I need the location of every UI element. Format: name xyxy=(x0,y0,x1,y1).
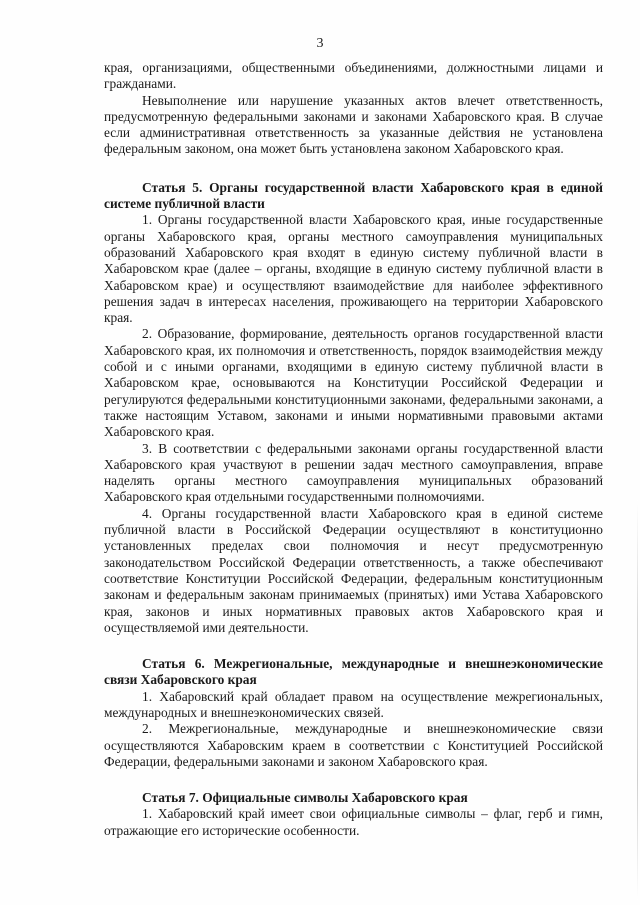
intro-continuation: края, организациями, общественными объединениями, должностными лицами и гражданами. xyxy=(104,60,603,92)
section-spacer xyxy=(104,636,603,656)
article-5-paragraph-1: 1. Органы государственной власти Хабаровского края, иные государственные органы Хабаровского края, органы местного самоуправления муниципальных образований Хабаровского края входят в единую систему публичной власти в Хабаровском крае (далее – органы, входящие в единую систему публичной власти в Хабаровском крае) и осуществляют взаимодействие для наиболее эффективного решения задач в интересах населения, проживающего на территории Хабаровского края. xyxy=(104,212,603,326)
article-6-paragraph-1: 1. Хабаровский край обладает правом на осуществление межрегиональных, международных и внешнеэкономических связей. xyxy=(104,688,603,720)
article-5-paragraph-3: 3. В соответствии с федеральными законами органы государственной власти Хабаровского края участвуют в решении задач местного самоуправления, вправе наделять органы местного самоуправления муниципальных образований Хабаровского края отдельными государственными полномочиями. xyxy=(104,440,603,505)
article-6-heading: Статья 6. Межрегиональные, международные и внешнеэкономические связи Хабаровского края xyxy=(104,656,603,688)
article-5-paragraph-2: 2. Образование, формирование, деятельность органов государственной власти Хабаровского края, их полномочия и ответственность, порядок взаимодействия между собой и с иными органами, входящими в единую систему публичной власти в Хабаровском крае, основываются на Конституции Российской Федерации и регулируются федеральными конституционными законами, федеральными законами, а также настоящим Уставом, законами и иными нормативными правовыми актами Хабаровского края. xyxy=(104,326,603,440)
document-body xyxy=(104,60,603,839)
article-5-paragraph-4: 4. Органы государственной власти Хабаровского края в единой системе публичной власти в Российской Федерации осуществляют в конституционно установленных пределах свои полномочия и несут предусмотренную законодательством Российской Федерации ответственность, а также обеспечивают соответствие Конституции Российской Федерации, федеральным конституционным законам и федеральным законам принимаемых (принятых) ими Устава Хабаровского края, законов и иных нормативных правовых актов Хабаровского края и осуществляемой ими деятельности. xyxy=(104,505,603,635)
article-6-paragraph-2: 2. Межрегиональные, международные и внешнеэкономические связи осуществляются Хабаровским краем в соответствии с Конституцией Российской Федерации, федеральными законами и законом Хабаровского края. xyxy=(104,721,603,769)
scan-edge-shadow xyxy=(637,500,638,900)
section-spacer xyxy=(104,770,603,790)
article-7-heading: Статья 7. Официальные символы Хабаровского края xyxy=(142,790,468,806)
page-number: 3 xyxy=(316,36,324,51)
intro-paragraph: Невыполнение или нарушение указанных актов влечет ответственность, предусмотренную федеральными законами и законами Хабаровского края. В случае если административная ответственность за указанные действия не установлена федеральным законом, она может быть установлена законом Хабаровского края. xyxy=(104,92,603,157)
article-7-paragraph-1: 1. Хабаровский край имеет свои официальные символы – флаг, герб и гимн, отражающие его исторические особенности. xyxy=(104,806,603,838)
article-5-heading: Статья 5. Органы государственной власти Хабаровского края в единой системе публичной власти xyxy=(104,179,603,212)
section-spacer xyxy=(104,158,603,180)
